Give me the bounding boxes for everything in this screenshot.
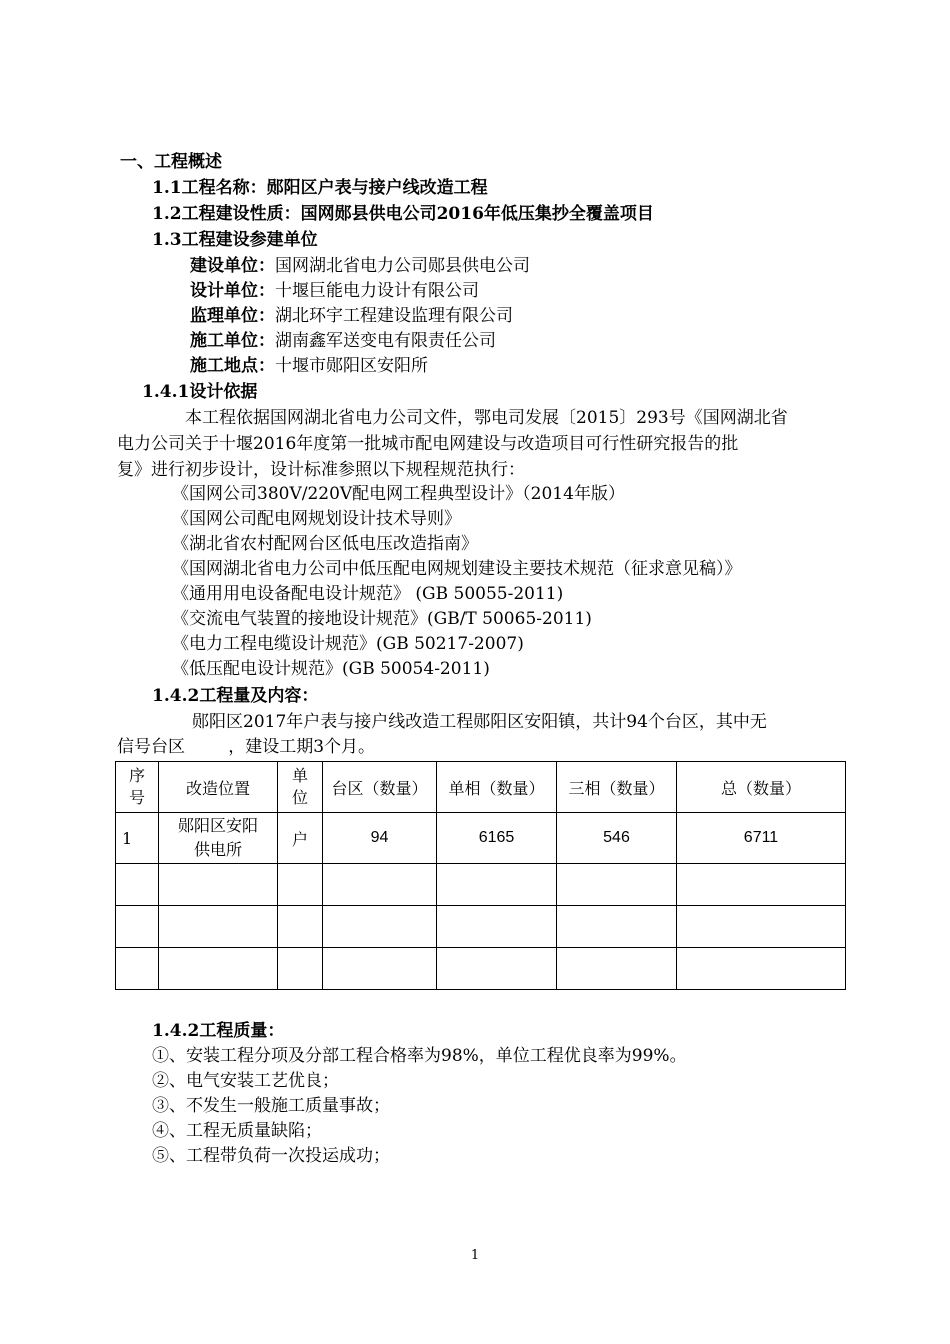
header-cell-area: 台区（数量） xyxy=(323,762,437,813)
quantity-table xyxy=(115,761,846,990)
standard-item: 《低压配电设计规范》(GB 50054-2011) xyxy=(172,659,490,679)
standard-item: 《通用用电设备配电设计规范》 (GB 50055-2011) xyxy=(172,584,564,604)
empty-cell xyxy=(323,906,437,948)
design-basis-heading: 1.4.1设计依据 xyxy=(142,382,258,402)
table-row xyxy=(116,813,846,864)
project-name-value: 郧阳区户表与接户线改造工程 xyxy=(266,178,488,198)
project-nature-value: 国网郧县供电公司2016年低压集抄全覆盖项目 xyxy=(300,204,654,224)
project-name-line xyxy=(152,176,488,200)
empty-cell xyxy=(323,948,437,990)
unit-value: 国网湖北省电力公司郧县供电公司 xyxy=(275,256,530,276)
cell-area-count: 94 xyxy=(323,813,437,864)
empty-cell xyxy=(159,864,278,906)
header-cell-unit: 单位 xyxy=(278,762,323,813)
cell-single-phase-count: 6165 xyxy=(437,813,557,864)
empty-cell xyxy=(557,864,677,906)
header-cell-three-phase: 三相（数量） xyxy=(557,762,677,813)
unit-contractor xyxy=(190,329,496,353)
empty-cell xyxy=(116,864,159,906)
cell-total-count: 6711 xyxy=(677,813,846,864)
standard-item: 《电力工程电缆设计规范》(GB 50217-2007) xyxy=(172,634,524,654)
standard-item: 《国网湖北省电力公司中低压配电网规划建设主要技术规范（征求意见稿）》 xyxy=(172,559,742,579)
empty-cell xyxy=(677,948,846,990)
header-cell-index: 序号 xyxy=(116,762,159,813)
unit-design xyxy=(190,279,479,303)
design-basis-line-3: 复》进行初步设计，设计标准参照以下规程规范执行： xyxy=(117,460,525,480)
unit-label: 建设单位： xyxy=(190,256,275,276)
unit-label: 监理单位： xyxy=(190,306,275,326)
quality-item: ⑤、工程带负荷一次投运成功； xyxy=(152,1146,390,1166)
quality-heading: 1.4.2工程质量： xyxy=(152,1021,285,1041)
header-cell-location: 改造位置 xyxy=(159,762,278,813)
scope-line-2: 信号台区 ，建设工期3个月。 xyxy=(117,737,376,757)
empty-cell xyxy=(278,948,323,990)
empty-cell xyxy=(437,906,557,948)
empty-cell xyxy=(557,948,677,990)
table-row xyxy=(116,864,846,906)
empty-cell xyxy=(116,906,159,948)
unit-location xyxy=(190,354,428,378)
unit-value: 湖南鑫军送变电有限责任公司 xyxy=(275,331,496,351)
unit-label: 施工地点： xyxy=(190,356,275,376)
table-header-row xyxy=(116,762,846,813)
header-cell-total: 总（数量） xyxy=(677,762,846,813)
empty-cell xyxy=(557,906,677,948)
quality-item: ②、电气安装工艺优良； xyxy=(152,1071,339,1091)
unit-value: 十堰巨能电力设计有限公司 xyxy=(275,281,479,301)
section-title: 一、工程概述 xyxy=(120,152,222,172)
quality-item: ③、不发生一般施工质量事故； xyxy=(152,1096,390,1116)
design-basis-line-2: 电力公司关于十堰2016年度第一批城市配电网建设与改造项目可行性研究报告的批 xyxy=(117,434,739,454)
participants-heading: 1.3工程建设参建单位 xyxy=(152,230,318,250)
empty-cell xyxy=(677,864,846,906)
cell-index: 1 xyxy=(116,813,159,864)
cell-location: 郧阳区安阳供电所 xyxy=(159,813,278,864)
empty-cell xyxy=(677,906,846,948)
empty-cell xyxy=(116,948,159,990)
project-name-label: 1.1工程名称： xyxy=(152,178,267,198)
scope-line-1: 郧阳区2017年户表与接户线改造工程郧阳区安阳镇，共计94个台区，其中无 xyxy=(192,712,767,732)
standard-item: 《国网公司380V/220V配电网工程典型设计》（2014年版） xyxy=(172,484,625,504)
unit-supervision xyxy=(190,304,513,328)
header-cell-single-phase: 单相（数量） xyxy=(437,762,557,813)
standard-item: 《国网公司配电网规划设计技术导则》 xyxy=(172,509,461,529)
quantity-heading: 1.4.2工程量及内容： xyxy=(152,686,319,706)
unit-label: 施工单位： xyxy=(190,331,275,351)
empty-cell xyxy=(278,864,323,906)
design-basis-line-1: 本工程依据国网湖北省电力公司文件，鄂电司发展〔2015〕293号《国网湖北省 xyxy=(185,408,788,428)
table-row xyxy=(116,906,846,948)
empty-cell xyxy=(278,906,323,948)
unit-construction xyxy=(190,254,530,278)
quality-item: ④、工程无质量缺陷； xyxy=(152,1121,322,1141)
quality-item: ①、安装工程分项及分部工程合格率为98%，单位工程优良率为99%。 xyxy=(152,1046,687,1066)
standard-item: 《湖北省农村配网台区低电压改造指南》 xyxy=(172,534,478,554)
table-row xyxy=(116,948,846,990)
cell-three-phase-count: 546 xyxy=(557,813,677,864)
standard-item: 《交流电气装置的接地设计规范》(GB/T 50065-2011) xyxy=(172,609,592,629)
empty-cell xyxy=(437,864,557,906)
cell-unit: 户 xyxy=(278,813,323,864)
project-nature-line xyxy=(152,202,654,226)
empty-cell xyxy=(159,948,278,990)
empty-cell xyxy=(159,906,278,948)
unit-label: 设计单位： xyxy=(190,281,275,301)
empty-cell xyxy=(323,864,437,906)
empty-cell xyxy=(437,948,557,990)
unit-value: 十堰市郧阳区安阳所 xyxy=(275,356,428,376)
unit-value: 湖北环宇工程建设监理有限公司 xyxy=(275,306,513,326)
page-number: 1 xyxy=(470,1248,480,1263)
project-nature-label: 1.2工程建设性质： xyxy=(152,204,301,224)
